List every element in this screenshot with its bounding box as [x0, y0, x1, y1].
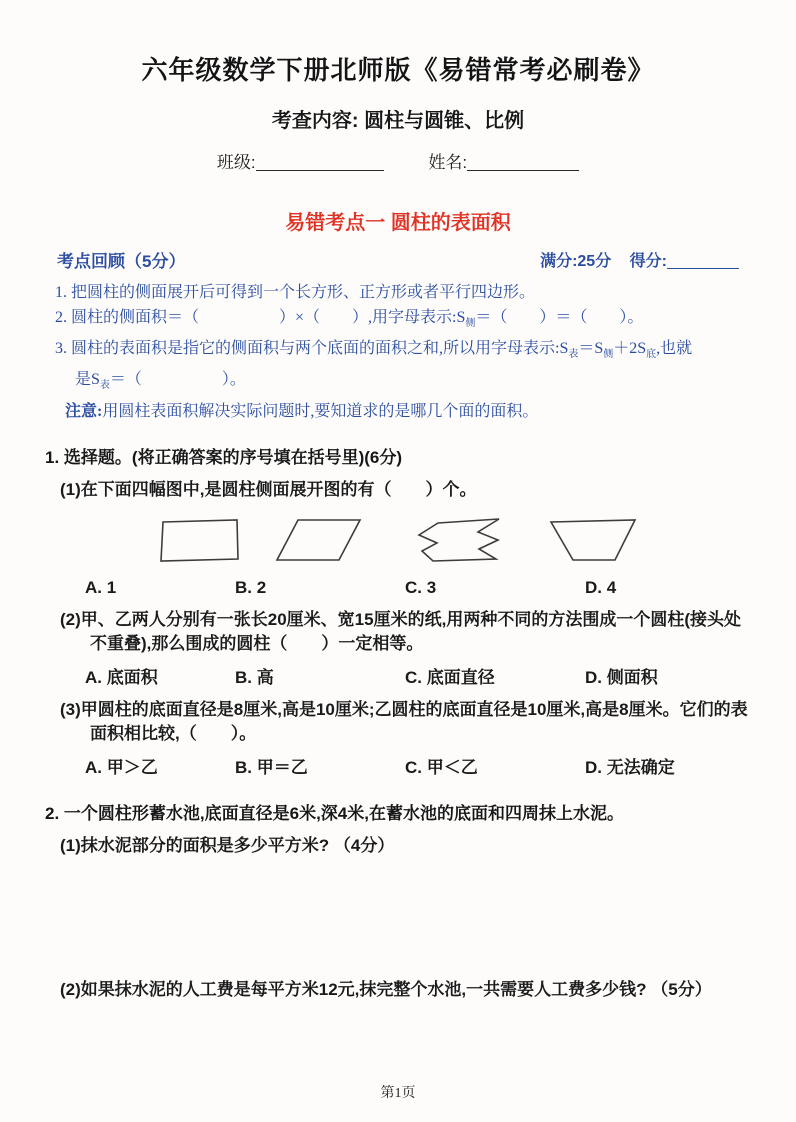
answer-work-space — [45, 858, 751, 970]
shape-notched-banner — [413, 514, 507, 566]
option-c: C. 底面直径 — [405, 667, 495, 687]
name-label: 姓名: — [428, 153, 468, 172]
page-title: 六年级数学下册北师版《易错常考必刷卷》 — [141, 55, 655, 85]
question-2 — [45, 802, 751, 1002]
class-blank-line — [256, 169, 384, 171]
shape-rectangle — [157, 516, 241, 564]
question-number: 1. — [45, 447, 60, 467]
class-label: 班级: — [216, 153, 256, 172]
review-item-3-line1: 3. 圆柱的表面积是指它的侧面积与两个底面的面积之和,所以用字母表示$:S_表=S_侧+2S_底$,也就 — [55, 340, 693, 361]
shape-parallelogram — [275, 516, 363, 564]
subscript-surface: 表 — [568, 349, 579, 361]
option-b: B. 高 — [235, 667, 274, 687]
student-info-row — [45, 148, 751, 173]
question-2-2-text: (2)如果抹水泥的人工费是每平方米12元,抹完整个水池,一共需要人工费多少钱? （5分） — [60, 979, 712, 999]
question-1-1-options — [85, 576, 751, 600]
question-1-3-text: (3)甲圆柱的底面直径是8厘米,高是10厘米;乙圆柱的底面直径是10厘米,高是8厘米。它们的表面积相比较,（ ）。 — [60, 699, 748, 743]
exam-scope-subtitle: 考查内容: 圆柱与圆锥、比例 — [271, 110, 525, 132]
score-box — [540, 249, 739, 274]
subscript-surface: 表 — [99, 380, 110, 392]
score-blank-line — [667, 267, 739, 269]
section-heading: 易错考点一 圆柱的表面积 — [285, 212, 511, 234]
review-header-row — [45, 249, 751, 274]
full-score-label: 满分:25分 — [540, 253, 612, 270]
option-d: D. 侧面积 — [585, 667, 658, 687]
unfolded-shapes-figure — [157, 514, 751, 566]
option-c: C. 甲＜乙 — [405, 757, 478, 777]
review-title: 考点回顾（5分） — [57, 252, 186, 271]
option-b: B. 甲＝乙 — [235, 757, 308, 777]
review-items — [55, 280, 751, 424]
option-d: D. 4 — [585, 577, 617, 597]
shape-trapezoid — [547, 516, 639, 564]
option-a: A. 1 — [85, 577, 117, 597]
review-item-3-line2: 是$S_表=$（ ）。 — [75, 371, 246, 392]
subscript-side: 侧 — [603, 349, 614, 361]
subscript-base: 底 — [646, 349, 657, 361]
class-field — [217, 153, 384, 172]
note-text: 用圆柱表面积解决实际问题时,要知道求的是哪几个面的面积。 — [102, 402, 539, 420]
question-1-3-options — [85, 756, 751, 780]
review-item-1: 1. 把圆柱的侧面展开后可得到一个长方形、正方形或者平行四边形。 — [55, 284, 536, 301]
option-c: C. 3 — [405, 577, 437, 597]
option-d: D. 无法确定 — [585, 757, 675, 777]
question-1 — [45, 446, 751, 780]
option-b: B. 2 — [235, 577, 267, 597]
question-1-1-text: (1)在下面四幅图中,是圆柱侧面展开图的有（ ）个。 — [60, 479, 477, 499]
question-2-stem: 2. 一个圆柱形蓄水池,底面直径是6米,深4米,在蓄水池的底面和四周抹上水泥。 — [45, 803, 624, 823]
question-2-1-text: (1)抹水泥部分的面积是多少平方米? （4分） — [60, 835, 395, 855]
review-note — [65, 399, 751, 424]
note-prefix: 注意: — [65, 402, 103, 420]
question-1-2-text: (2)甲、乙两人分别有一张长20厘米、宽15厘米的纸,用两种不同的方法围成一个圆柱(接头处不重叠),那么围成的圆柱（ ）一定相等。 — [60, 609, 741, 653]
review-item-2: 2. 圆柱的侧面积＝（ ）×（ ）,用字母表示$:S_侧=$（ ）＝（ ）。 — [55, 309, 644, 330]
question-1-2-options — [85, 666, 751, 690]
page-number: 第1页 — [380, 1086, 416, 1101]
option-a: A. 底面积 — [85, 667, 158, 687]
name-field — [428, 153, 579, 172]
review-section — [45, 249, 751, 424]
score-label: 得分: — [629, 253, 667, 270]
question-number: 2. — [45, 803, 60, 823]
subscript-side: 侧 — [465, 318, 476, 330]
question-1-stem: 1. 选择题。(将正确答案的序号填在括号里)(6分) — [45, 447, 403, 467]
option-a: A. 甲＞乙 — [85, 757, 158, 777]
name-blank-line — [467, 169, 579, 171]
